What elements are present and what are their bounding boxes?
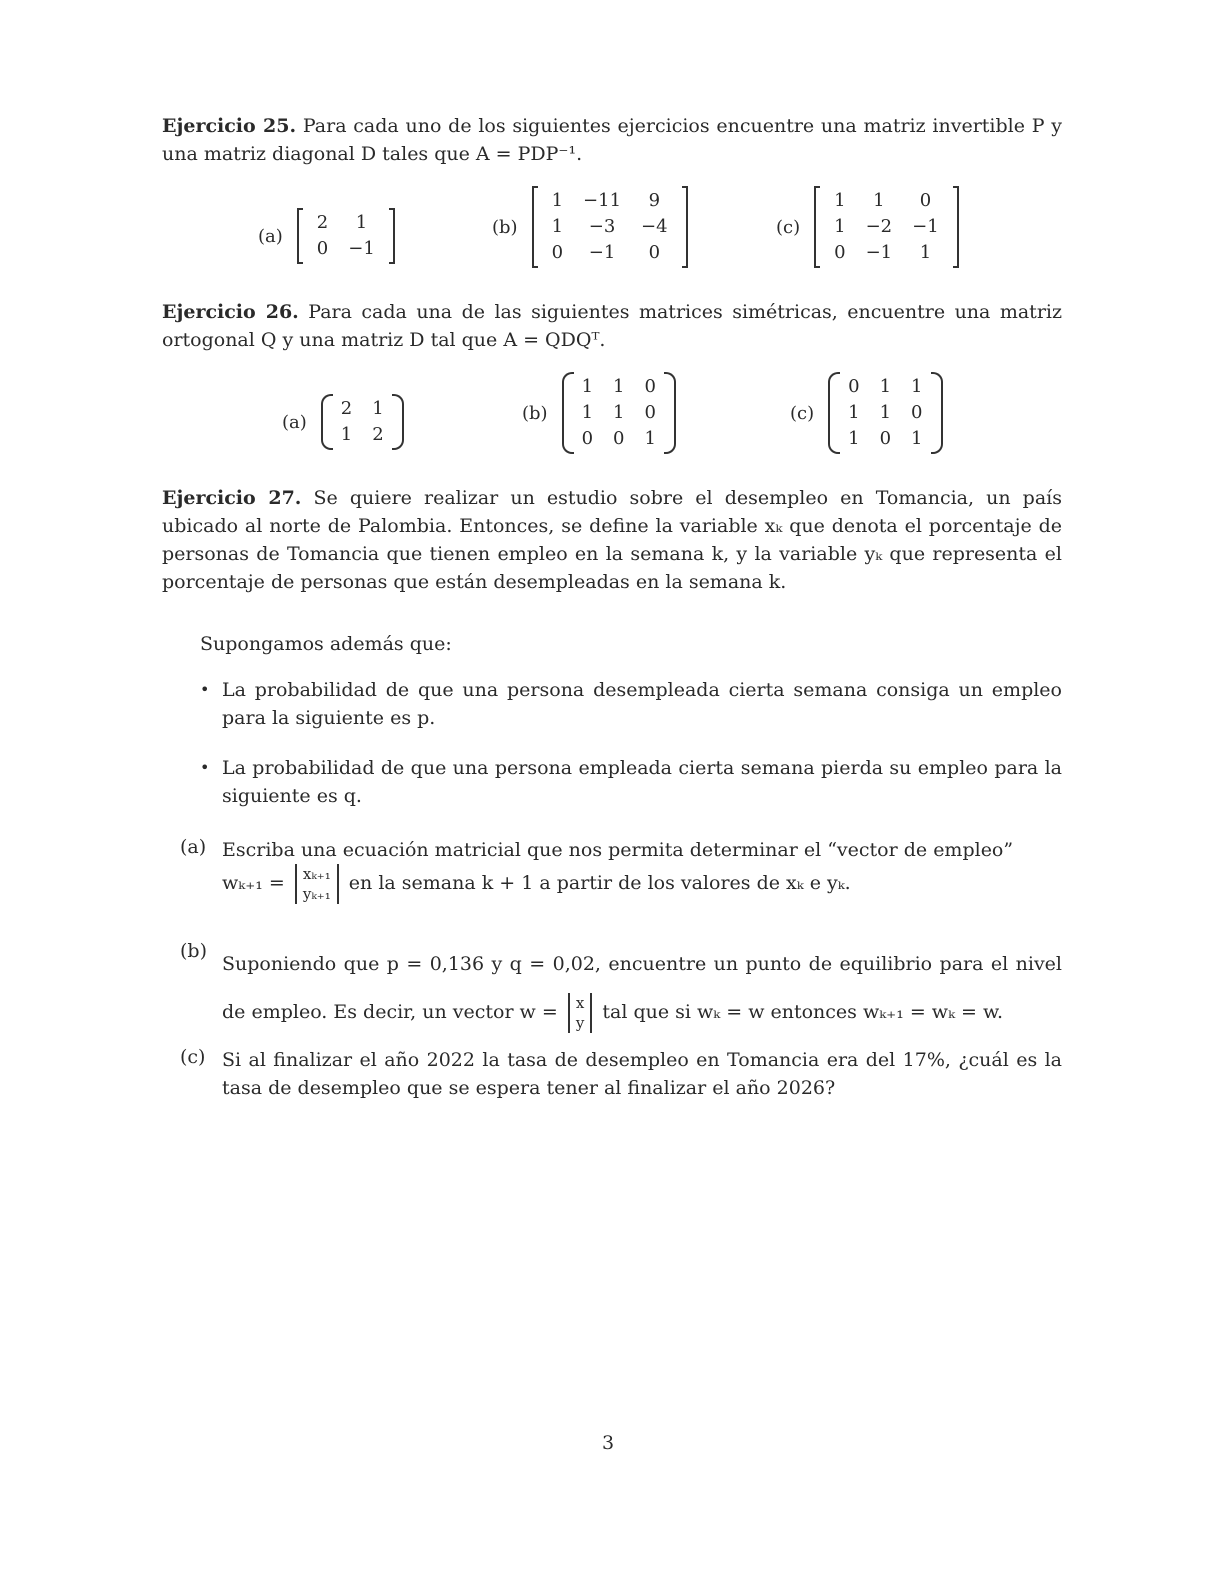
matrix-entry: 0 [581,428,594,449]
matrix-entry: 0 [911,402,923,423]
bullet-marker: • [200,680,210,699]
vector-entry: x [575,994,585,1012]
matrix-label: (a) [258,225,283,247]
matrix-entry: 1 [873,190,885,211]
matrix-entry: −11 [583,190,622,211]
matrix-entry: 9 [648,190,661,211]
matrix-entry: 2 [316,212,329,233]
part-a-text-after: en la semana k + 1 a partir de los valores de xₖ e yₖ. [348,872,851,894]
exercise-26-text [162,298,1062,354]
matrix-body [532,186,688,268]
matrix-label: (c) [790,402,815,424]
matrix-entry: 2 [340,398,353,419]
matrix-entry: 2 [372,424,384,445]
matrix-entry: 1 [581,376,594,397]
matrix-entry: 1 [340,424,353,445]
matrix-entry: 1 [834,190,846,211]
matrix-entry: −1 [588,242,616,263]
matrix-entry: 1 [551,190,564,211]
exercise-26-title: Ejercicio 26. [162,301,299,323]
matrix-body [297,208,395,264]
matrix-entry: −4 [641,216,668,237]
matrix-entry: 1 [644,428,656,449]
vector-entry: y [575,1014,585,1032]
matrix-entry: 0 [834,242,846,263]
part-c-label: (c) [180,1046,206,1068]
matrix-body [321,394,404,450]
matrix-entry: 0 [879,428,892,449]
exercise-26-matrices [162,372,1062,472]
part-b-label: (b) [180,940,207,962]
part-a-lhs: wₖ₊₁ = [222,872,285,894]
matrix-b [522,372,676,454]
matrix-entry: 1 [879,402,892,423]
matrix-entry: 0 [316,238,329,259]
matrix-b [492,186,688,268]
matrix-body [562,372,676,454]
exercise-25-title: Ejercicio 25. [162,115,297,137]
matrix-entry: −3 [588,216,616,237]
matrix-entry: 1 [551,216,564,237]
part-a-text-before: Escriba una ecuación matricial que nos permita determinar el “vector de empleo” [222,839,1014,861]
matrix-entry: 1 [848,402,860,423]
exercise-25-matrices [162,186,1062,286]
matrix-entry: 0 [848,376,860,397]
part-b-text-after: tal que si wₖ = w entonces wₖ₊₁ = wₖ = w. [602,1001,1004,1023]
matrix-a [258,208,395,264]
matrix-entry: 0 [551,242,564,263]
matrix-entry: 0 [644,402,656,423]
part-a-label: (a) [180,836,207,858]
matrix-entry: 1 [919,242,932,263]
matrix-entry: −1 [348,238,375,259]
part-b-text [222,940,1062,1036]
matrix-entry: 0 [644,376,656,397]
matrix-entry: 1 [911,428,923,449]
part-a-vector [295,864,339,904]
matrix-label: (c) [776,216,801,238]
matrix-entry: 0 [613,428,625,449]
matrix-entry: −1 [865,242,893,263]
matrix-entry: −2 [865,216,893,237]
matrix-entry: 0 [648,242,661,263]
matrix-entry: 1 [372,398,384,419]
matrix-label: (b) [522,402,548,424]
vector-entry: yₖ₊₁ [302,885,331,903]
matrix-entry: 1 [911,376,923,397]
matrix-label: (a) [282,411,307,433]
bullet-marker: • [200,758,210,777]
matrix-c [790,372,943,454]
exercise-27-intro: Supongamos además que: [200,633,452,655]
part-a-text [222,836,1062,904]
exercise-25-text [162,112,1062,168]
matrix-c [776,186,959,268]
part-b-vector [568,993,592,1033]
matrix-entry: 1 [613,376,625,397]
bullet-item-1: La probabilidad de que una persona desempleada cierta semana consiga un empleo para la siguiente es p. [222,679,1062,729]
exercise-25-body: Para cada uno de los siguientes ejercicios encuentre una matriz invertible P y una matriz diagonal D tales que A = PDP⁻¹. [162,115,1062,165]
matrix-entry: 0 [919,190,932,211]
matrix-entry: 1 [581,402,594,423]
matrix-body [814,186,959,268]
matrix-body [828,372,942,454]
matrix-a [282,394,404,450]
exercise-26-body: Para cada una de las siguientes matrices simétricas, encuentre una matriz ortogonal Q y una matriz D tal que A = QDQᵀ. [162,301,1062,351]
part-c-text: Si al finalizar el año 2022 la tasa de desempleo en Tomancia era del 17%, ¿cuál es la tasa de desempleo que se espera tener al finalizar el año 2026? [222,1049,1062,1099]
exercise-27-title: Ejercicio 27. [162,487,302,509]
page-number: 3 [602,1432,615,1454]
matrix-entry: 1 [848,428,860,449]
matrix-entry: 1 [613,402,625,423]
matrix-entry: 1 [355,212,368,233]
vector-entry: xₖ₊₁ [302,865,331,883]
exercise-27-text [162,484,1062,596]
matrix-entry: 1 [879,376,892,397]
part-b-text-before: Suponiendo que p = 0,136 y q = 0,02, encuentre un punto de equilibrio para el nivel de empleo. Es decir, un vector w = [222,953,1062,1023]
matrix-entry: 1 [834,216,846,237]
matrix-entry: −1 [912,216,939,237]
bullet-item-2: La probabilidad de que una persona empleada cierta semana pierda su empleo para la siguiente es q. [222,757,1062,807]
matrix-label: (b) [492,216,518,238]
exercise-27-body: Se quiere realizar un estudio sobre el desempleo en Tomancia, un país ubicado al norte de Palombia. Entonces, se define la variable xₖ que denota el porcentaje de personas de Tomancia que tienen empleo en la semana k, y la variable yₖ que representa el porcentaje de personas que están desempleadas en la semana k. [162,487,1063,593]
